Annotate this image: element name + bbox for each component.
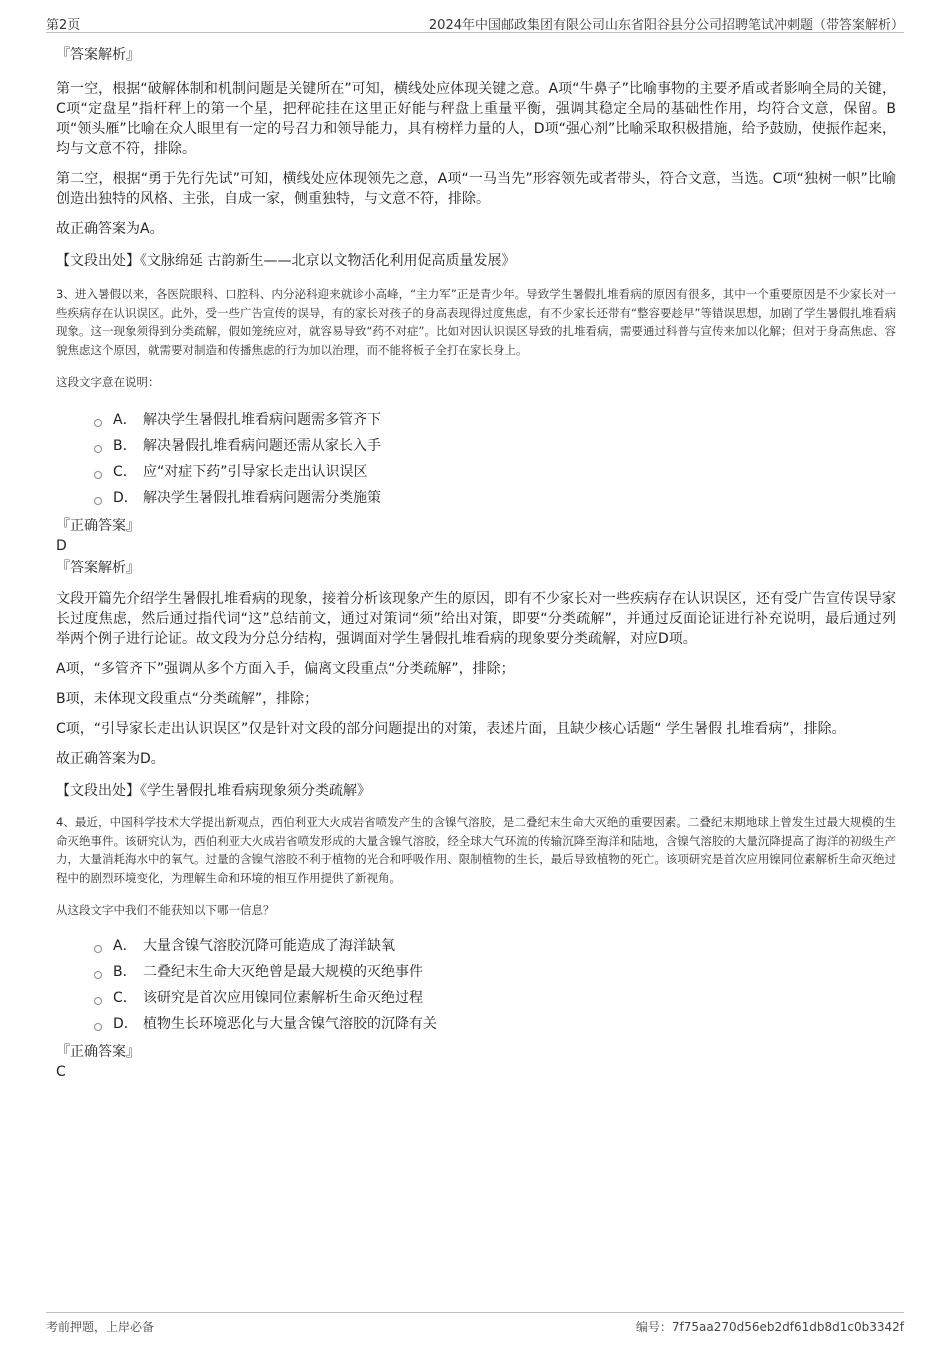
radio-icon[interactable] xyxy=(94,497,102,505)
q3-analysis-option-b: B项，未体现文段重点“分类疏解”，排除； xyxy=(56,691,319,707)
document-id: 编号：7f75aa270d56eb2df61db8d1c0b3342f xyxy=(635,1320,904,1334)
radio-icon[interactable] xyxy=(94,1023,102,1031)
q4-option-c[interactable] xyxy=(94,985,896,1011)
page-footer xyxy=(46,1312,904,1335)
q3-analysis-option-a: A项，“多管齐下”强调从多个方面入手，偏离文段重点“分类疏解”，排除； xyxy=(56,661,515,677)
q4-option-d[interactable] xyxy=(94,1011,896,1037)
q3-option-b[interactable] xyxy=(94,433,896,459)
correct-answer-label: 『正确答案』 xyxy=(56,1044,140,1060)
q4-question-text: 4、最近，中国科学技术大学提出新观点，西伯利亚大火成岩省喷发产生的含镍气溶胶，是二叠纪末生命大灭绝的重要因素。二叠纪末期地球上曾发生过最大规模的生命灭绝事件。该研究认为，西伯利亚大火成岩省喷发形成的大量含镍气溶胶，经全球大气环流的传输沉降至海洋和陆地，含镍气溶胶的大量沉降提高了海洋的初级生产力，大量消耗海水中的氧气。过量的含镍气溶胶不利于植物的光合和呼吸作用、限制植物的生长，最后导致植物的死亡。该项研究是首次应用镍同位素解析生命灭绝过程中的剧烈环境变化，为理解生命和环境的相互作用提供了新视角。 xyxy=(56,815,896,885)
radio-icon[interactable] xyxy=(94,445,102,453)
q3-source: 【文段出处】《学生暑假扎堆看病现象须分类疏解》 xyxy=(56,783,371,799)
option-text: 二叠纪末生命大灭绝曾是最大规模的灭绝事件 xyxy=(143,964,423,980)
radio-icon[interactable] xyxy=(94,419,102,427)
document-title: 2024年中国邮政集团有限公司山东省阳谷县分公司招聘笔试冲刺题（带答案解析） xyxy=(428,18,904,33)
option-text: 大量含镍气溶胶沉降可能造成了海洋缺氧 xyxy=(143,938,395,954)
q3-conclusion: 故正确答案为D。 xyxy=(56,751,165,767)
option-letter: D． xyxy=(113,490,138,506)
q3-prompt: 这段文字意在说明： xyxy=(56,375,160,389)
q2-analysis-paragraph-2: 第二空，根据“勇于先行先试”可知，横线处应体现领先之意，A项“一马当先”形容领先或者带头，符合文意，当选。C项“独树一帜”比喻创造出独特的风格、主张，自成一家，侧重独特，与文意不符，排除。 xyxy=(56,171,896,207)
option-letter: A． xyxy=(113,412,137,428)
q3-options xyxy=(94,407,896,511)
option-text: 该研究是首次应用镍同位素解析生命灭绝过程 xyxy=(143,990,423,1006)
option-letter: C． xyxy=(113,464,137,480)
q2-source: 【文段出处】《文脉绵延 古韵新生——北京以文物活化利用促高质量发展》 xyxy=(56,253,516,269)
q4-prompt: 从这段文字中我们不能获知以下哪一信息？ xyxy=(56,903,275,917)
option-text: 解决学生暑假扎堆看病问题需分类施策 xyxy=(143,490,381,506)
q3-option-a[interactable] xyxy=(94,407,896,433)
page-content xyxy=(56,44,896,1081)
q3-analysis-paragraph-1: 文段开篇先介绍学生暑假扎堆看病的现象，接着分析该现象产生的原因，即有不少家长对一些疾病存在认识误区，还有受广告宣传误导家长过度焦虑，然后通过指代词“这”总结前文，通过对策词“须”给出对策，即要“分类疏解”，并通过反面论证进行补充说明，最后通过列举两个例子进行论证。故文段为分总分结构，强调面对学生暑假扎堆看病的现象要分类疏解，对应D项。 xyxy=(56,591,896,647)
q4-option-a[interactable] xyxy=(94,933,896,959)
option-text: 解决学生暑假扎堆看病问题需多管齐下 xyxy=(143,412,381,428)
option-letter: D． xyxy=(113,1016,138,1032)
option-letter: B． xyxy=(113,964,137,980)
page-number: 第2页 xyxy=(46,18,81,33)
option-letter: B． xyxy=(113,438,137,454)
footer-slogan: 考前押题，上岸必备 xyxy=(46,1320,155,1334)
option-text: 植物生长环境恶化与大量含镍气溶胶的沉降有关 xyxy=(143,1016,437,1032)
q4-options xyxy=(94,933,896,1037)
q2-conclusion: 故正确答案为A。 xyxy=(56,221,164,237)
q4-correct-answer: C xyxy=(56,1064,66,1080)
radio-icon[interactable] xyxy=(94,971,102,979)
radio-icon[interactable] xyxy=(94,997,102,1005)
q2-analysis-paragraph-1: 第一空，根据“破解体制和机制问题是关键所在”可知，横线处应体现关键之意。A项“牛鼻子”比喻事物的主要矛盾或者影响全局的关键，C项“定盘星”指杆秤上的第一个星，把秤砣挂在这里正好能与秤盘上重量平衡，强调其稳定全局的基础性作用，均符合文意，保留。B项“领头雁”比喻在众人眼里有一定的号召力和领导能力，具有榜样力量的人，D项“强心剂”比喻采取积极措施，给予鼓励，使振作起来，均与文意不符，排除。 xyxy=(56,81,896,157)
option-letter: C． xyxy=(113,990,137,1006)
q3-option-d[interactable] xyxy=(94,485,896,511)
option-text: 解决暑假扎堆看病问题还需从家长入手 xyxy=(143,438,381,454)
q3-question-text: 3、进入暑假以来，各医院眼科、口腔科、内分泌科迎来就诊小高峰，“主力军”正是青少年。导致学生暑假扎堆看病的原因有很多，其中一个重要原因是不少家长对一些疾病存在认识误区。此外，受一些广告宣传的误导，有的家长对孩子的身高表现得过度焦虑，有不少家长还带有“整容要趁早”等错误思想，加剧了学生暑假扎堆看病 现象。这一现象须得到分类疏解，假如笼统应对，就容易导致“药不对症”。比如对因认识误区导致的扎堆看病，需要通过科普与宣传来加以化解；但对于身高焦虑、容貌焦虑这个原因，就需要对制造和传播焦虑的行为加以治理，而不能将板子全打在家长身上。 xyxy=(56,287,896,357)
radio-icon[interactable] xyxy=(94,945,102,953)
option-text: 应“对症下药”引导家长走出认识误区 xyxy=(143,464,368,480)
correct-answer-label: 『正确答案』 xyxy=(56,518,140,534)
option-letter: A． xyxy=(113,938,137,954)
q3-correct-answer: D xyxy=(56,538,67,554)
q3-option-c[interactable] xyxy=(94,459,896,485)
page-header xyxy=(46,12,904,33)
answer-analysis-label: 『答案解析』 xyxy=(56,560,140,576)
answer-analysis-label: 『答案解析』 xyxy=(56,47,140,63)
q4-option-b[interactable] xyxy=(94,959,896,985)
radio-icon[interactable] xyxy=(94,471,102,479)
q3-analysis-option-c: C项，“引导家长走出认识误区”仅是针对文段的部分问题提出的对策，表述片面，且缺少核心话题“ 学生暑假 扎堆看病”，排除。 xyxy=(56,721,846,737)
